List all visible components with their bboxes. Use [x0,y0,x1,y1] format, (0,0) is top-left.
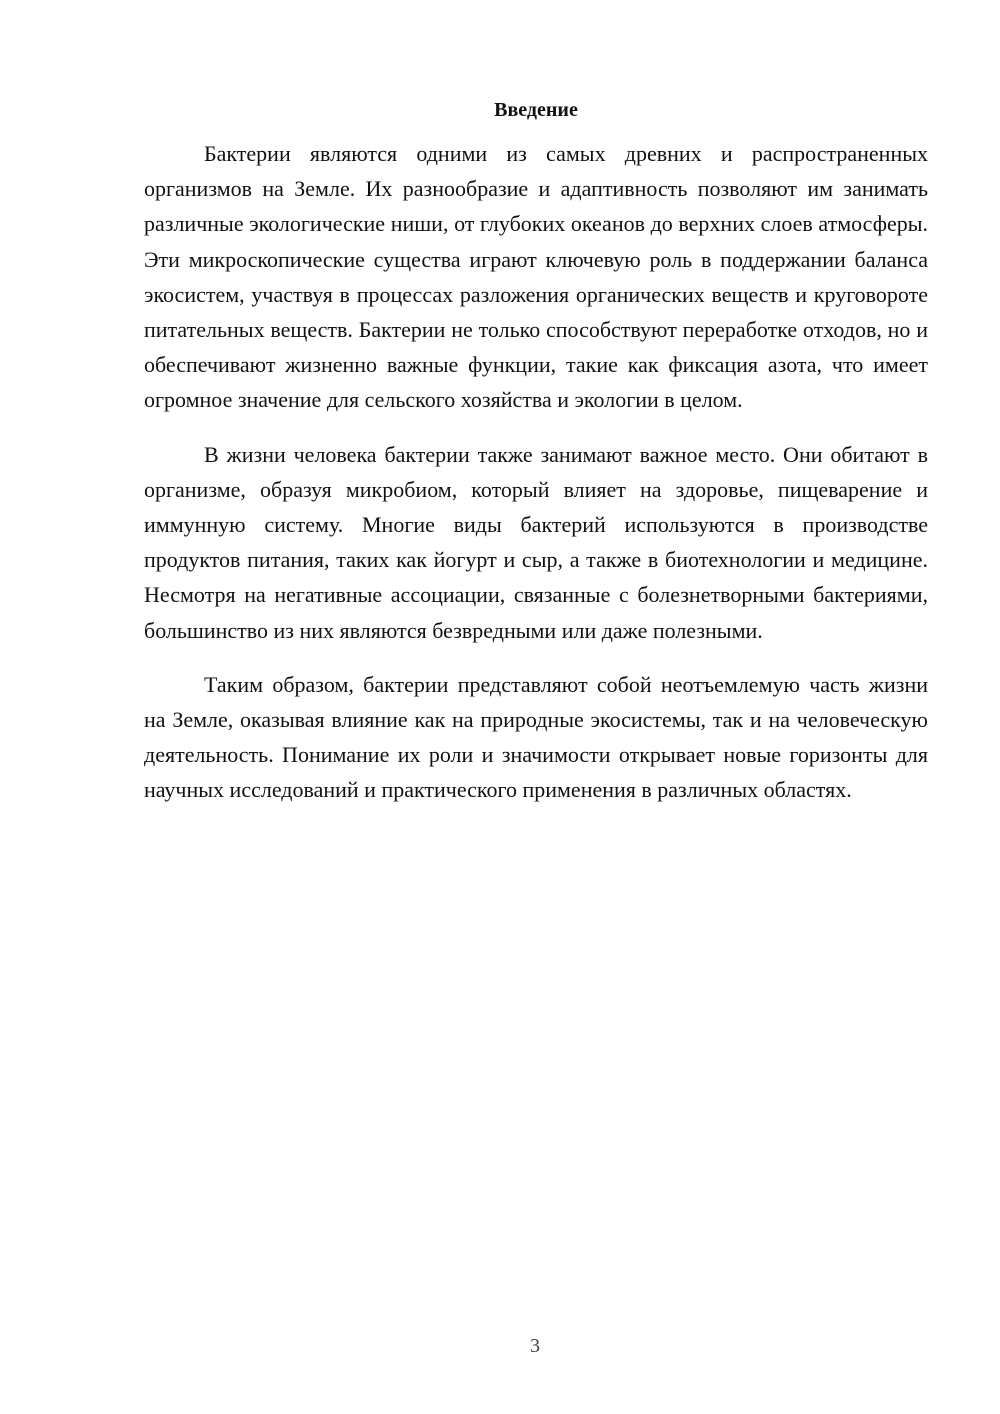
section-title: Введение [494,99,578,121]
page-content [144,96,928,827]
paragraph-1: Бактерии являются одними из самых древних и распространенных организмов на Земле. Их разнообразие и адаптивность позволяют им занимать различные экологические ниши, от глубоких океанов до верхних слоев атмосферы. Эти микроскопические существа играют ключевую роль в поддержании баланса экосистем, участвуя в процессах разложения органических веществ и круговороте питательных веществ. Бактерии не только способствуют переработке отходов, но и обеспечивают жизненно важные функции, такие как фиксация азота, что имеет огромное значение для сельского хозяйства и экологии в целом. [144,141,928,413]
paragraph-2: В жизни человека бактерии также занимают важное место. Они обитают в организме, образуя микробиом, который влияет на здоровье, пищеварение и иммунную систему. Многие виды бактерий используются в производстве продуктов питания, таких как йогурт и сыр, а также в биотехнологии и медицине. Несмотря на негативные ассоциации, связанные с болезнетворными бактериями, большинство из них являются безвредными или даже полезными. [144,441,928,643]
page-number: 3 [530,1335,540,1357]
paragraph-3: Таким образом, бактерии представляют собой неотъемлемую часть жизни на Земле, оказывая влияние как на природные экосистемы, так и на человеческую деятельность. Понимание их роли и значимости открывает новые горизонты для научных исследований и практического применения в различных областях. [144,671,928,803]
